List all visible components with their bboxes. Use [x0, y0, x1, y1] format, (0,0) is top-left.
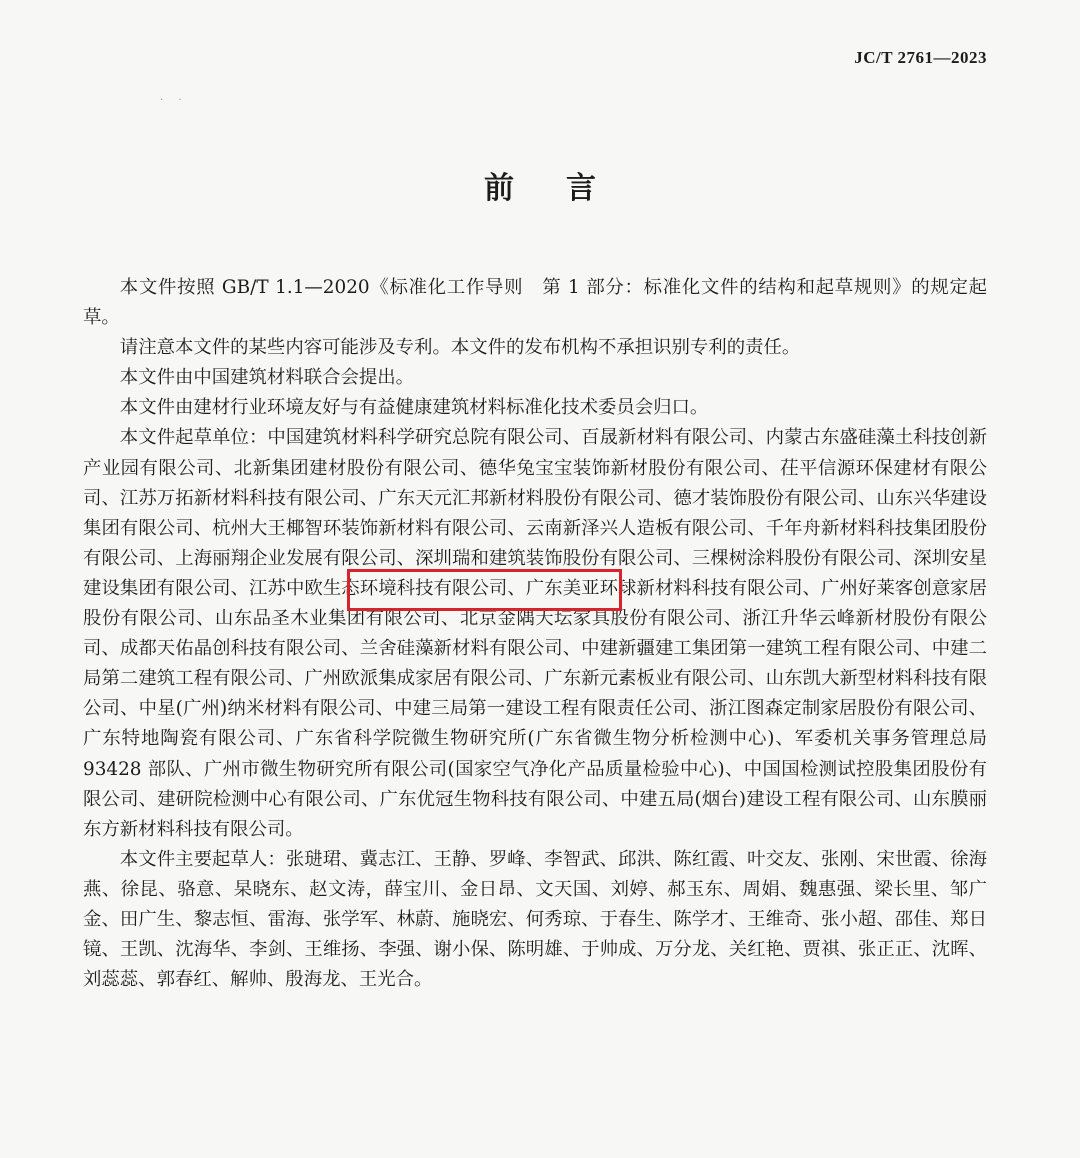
standard-number: JC/T 2761—2023 [854, 48, 987, 67]
scan-specks: · · [160, 95, 188, 106]
paragraph-drafting-rules: 本文件按照 GB/T 1.1—2020《标准化工作导则 第 1 部分：标准化文件的结构和起草规则》的规定起草。 [83, 277, 987, 329]
paragraph-proposer: 本文件由中国建筑材料联合会提出。 [119, 367, 415, 389]
paragraph-technical-committee: 本文件由建材行业环境友好与有益健康建筑材料标准化技术委员会归口。 [119, 397, 709, 419]
paragraph-patent-notice: 请注意本文件的某些内容可能涉及专利。本文件的发布机构不承担识别专利的责任。 [119, 337, 801, 359]
paragraph-main-drafters: 本文件主要起草人：张琎珺、冀志江、王静、罗峰、李智武、邱洪、陈红霞、叶交友、张刚、宋世霞、徐海燕、徐昆、骆意、杲晓东、赵文涛，薛宝川、金日昂、文天国、刘婷、郝玉东、周娟、魏惠强、梁长里、邹广金、田广生、黎志恒、雷海、张学军、林蔚、施晓宏、何秀琼、于春生、陈学才、王维奇、张小超、邵佳、郑日镜、王凯、沈海华、李剑、王维扬、李强、谢小保、陈明雄、于帅成、万分龙、关红艳、贾祺、张正正、沈晖、刘蕊蕊、郭春红、解帅、殷海龙、王光合。 [83, 848, 987, 991]
red-highlight-box [347, 569, 622, 611]
foreword-body [83, 273, 987, 995]
paragraph-drafting-units: 本文件起草单位：中国建筑材料科学研究总院有限公司、百晟新材料有限公司、内蒙古东盛硅藻土科技创新产业园有限公司、北新集团建材股份有限公司、德华兔宝宝装饰新材股份有限公司、茌平信源环保建材有限公司、江苏万拓新材料科技有限公司、广东天元汇邦新材料股份有限公司、德才装饰股份有限公司、山东兴华建设集团有限公司、杭州大王椰智环装饰新材料有限公司、云南新泽兴人造板有限公司、千年舟新材料科技集团股份有限公司、上海丽翔企业发展有限公司、深圳瑞和建筑装饰股份有限公司、三棵树涂料股份有限公司、深圳安星建设集团有限公司、江苏中欧生态环境科技有限公司、广东美亚环球新材料科技有限公司、广州好莱客创意家居股份有限公司、山东品圣木业集团有限公司、北京金隅天坛家具股份有限公司、浙江升华云峰新材股份有限公司、成都天佑晶创科技有限公司、兰舍硅藻新材料有限公司、中建新疆建工集团第一建筑工程有限公司、中建二局第二建筑工程有限公司、广州欧派集成家居有限公司、广东新元素板业有限公司、山东凯大新型材料科技有限公司、中星(广州)纳米材料有限公司、中建三局第一建设工程有限责任公司、浙江图森定制家居股份有限公司、广东特地陶瓷有限公司、广东省科学院微生物研究所(广东省微生物分析检测中心)、军委机关事务管理总局 93428 部队、广州市微生物研究所有限公司(国家空气净化产品质量检验中心)、中国国检测试控股集团股份有限公司、建研院检测中心有限公司、广东优冠生物科技有限公司、中建五局(烟台)建设工程有限公司、山东膜丽东方新材料科技有限公司。 [83, 427, 987, 840]
page-title: 前言 [484, 171, 648, 206]
